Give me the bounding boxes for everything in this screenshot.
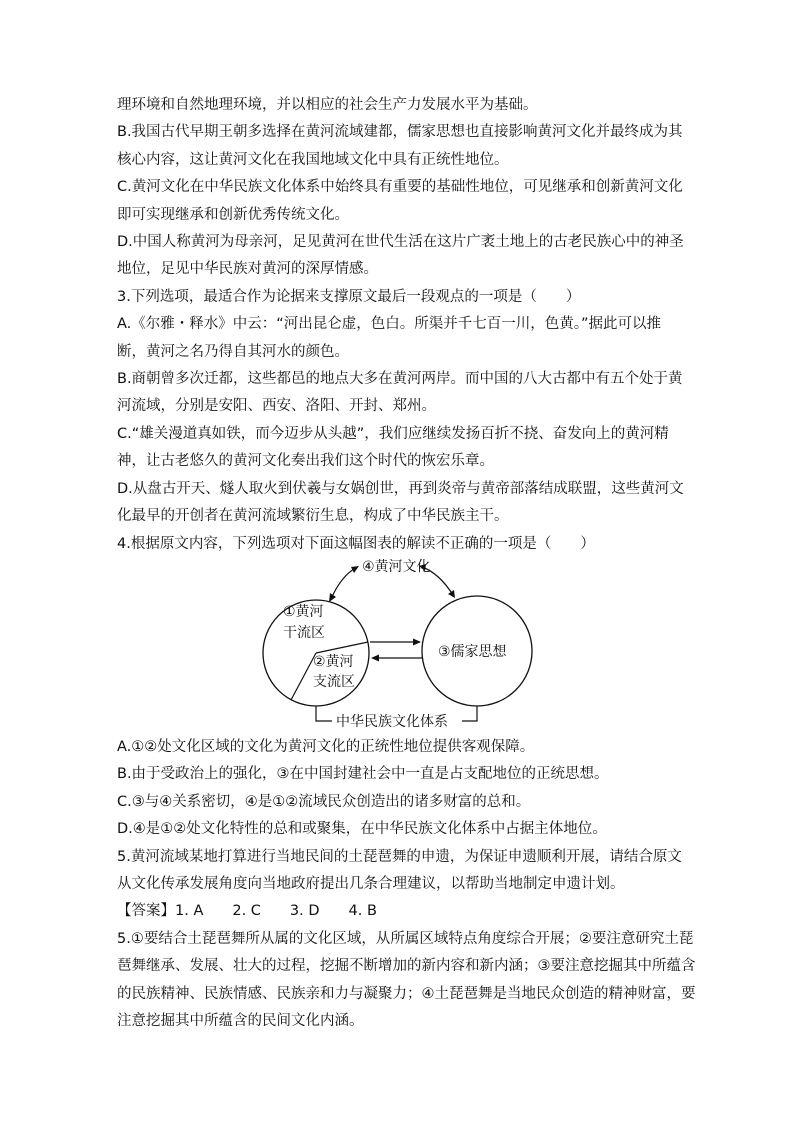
question-5 [117,844,682,899]
q3-option-a-cont: 断，黄河之名乃得自其河水的颜色。 [117,343,349,360]
answer-5-line-2: 琶舞继承、发展、壮大的过程，挖掘不断增加的新内容和新内涵；③要注意挖掘其中所蕴含 [117,958,696,975]
label-tributary-2: 支流区 [313,673,355,690]
answer-key-line: 【答案】1. A 2. C 3. D 4. B [117,903,377,920]
q2-option-a-continuation: 理环境和自然地理环境，并以相应的社会生产力发展水平为基础。 [117,97,538,113]
label-chinese-culture-system: 中华民族文化体系 [336,713,448,730]
q2-option-c-cont: 即可实现继承和创新优秀传统文化。 [117,206,349,223]
q2-option-b-cont: 核心内容，这让黄河文化在我国地域文化中具有正统性地位。 [117,151,509,168]
q3-option-d: D.从盘古开天、燧人取火到伏羲与女娲创世，再到炎帝与黄帝部落结成联盟，这些黄河文 [117,480,684,497]
label-tributary-1: ②黄河 [313,653,354,670]
q4-options [117,734,677,844]
curve-arrow-right-head [448,590,455,598]
q2-option-d-cont: 地位，足见中华民族对黄河的深厚情感。 [117,261,378,278]
question-4 [117,531,677,558]
q4-option-d: D.④是①②处文化特性的总和或聚集，在中华民族文化体系中占据主体地位。 [117,821,607,838]
q2-option-c: C.黄河文化在中华民族文化体系中始终具有重要的基础性地位，可见继承和创新黄河文化 [117,179,683,196]
q4-option-a: A.①②处文化区域的文化为黄河文化的正统性地位提供客观保障。 [117,738,535,755]
q3-option-a: A.《尔雅・释水》中云：“河出昆仑虚，色白。所渠并千七百一川，色黄。”据此可以推 [117,316,662,333]
document-page [117,92,696,1035]
q4-option-c: C.③与④关系密切，④是①②流域民众创造出的诸多财富的总和。 [117,793,531,810]
q2-option-d: D.中国人称黄河为母亲河，足见黄河在世代生活在这片广袤土地上的古老民族心中的神圣 [117,234,684,251]
label-confucianism: ③儒家思想 [438,643,507,660]
q5-stem: 5.黄河流域某地打算进行当地民间的土琵琶舞的申遗，为保证申遗顺利开展，请结合原文 [117,848,682,865]
answer-section [117,898,696,1035]
label-mainstream-1: ①黄河 [283,603,324,620]
answer-5-line-3: 的民族精神、民族情感、民族亲和力与凝聚力；④土琵琶舞是当地民众创造的精神财富，要 [117,985,696,1002]
question-3 [117,284,684,531]
q3-option-c: C.“雄关漫道真如铁，而今迈步从头越”，我们应继续发扬百折不挠、奋发向上的黄河精 [117,425,669,442]
q2-options [117,92,684,284]
q5-stem-cont: 从文化传承发展角度向当地政府提出几条合理建议，以帮助当地制定申遗计划。 [117,875,625,892]
q3-option-c-cont: 神，让古老悠久的黄河文化奏出我们这个时代的恢宏乐章。 [117,453,494,470]
q3-option-b: B.商朝曾多次迁都，这些都邑的地点大多在黄河两岸。而中国的八大古都中有五个处于黄 [117,371,683,388]
culture-relation-diagram [117,558,677,734]
q3-option-d-cont: 化最早的开创者在黄河流域繁衍生息，构成了中华民族主干。 [117,508,509,525]
label-mainstream-2: 干流区 [283,624,325,641]
q3-option-b-cont: 河流域，分别是安阳、西安、洛阳、开封、郑州。 [117,398,436,415]
q3-stem: 3.下列选项，最适合作为论据来支撑原文最后一段观点的一项是（ ） [117,288,581,305]
arrow-head-right [413,638,421,645]
answer-5-line-4: 注意挖掘其中所蕴含的民间文化内涵。 [117,1012,364,1029]
label-yellow-river-culture: ④黄河文化 [362,558,431,575]
diagram-svg [117,558,677,734]
q2-option-b: B.我国古代早期王朝多选择在黄河流域建都，儒家思想也直接影响黄河文化并最终成为其 [117,124,683,141]
curve-arrow-left [331,567,357,599]
q4-stem: 4.根据原文内容，下列选项对下面这幅图表的解读不正确的一项是（ ） [117,535,595,552]
bracket-right [462,706,477,721]
q4-option-b: B.由于受政治上的强化，③在中国封建社会中一直是占支配地位的正统思想。 [117,766,609,783]
region-divider-line-2 [316,642,368,653]
arrow-head-left [371,654,379,661]
bracket-left [316,706,332,721]
answer-5-line-1: 5.①要结合土琵琶舞所从属的文化区域，从所属区域特点角度综合开展；②要注意研究土琵 [117,930,694,947]
